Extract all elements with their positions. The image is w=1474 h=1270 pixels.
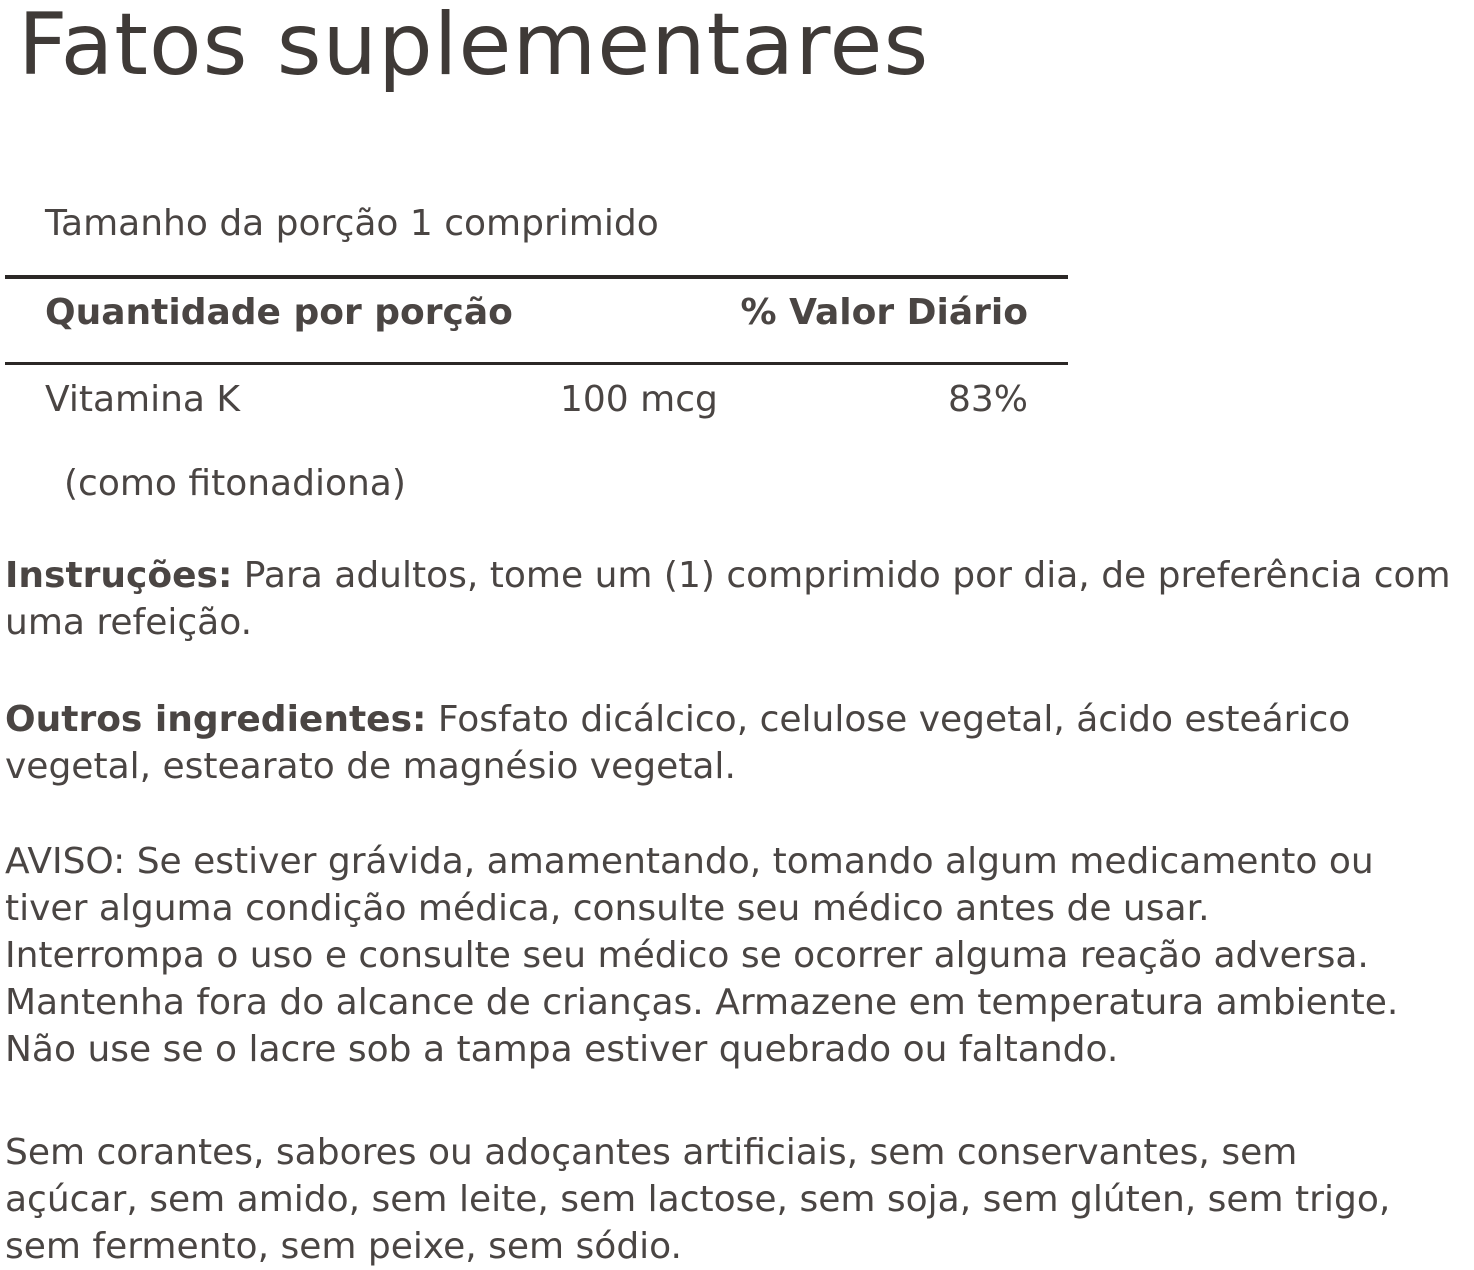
warning-line: AVISO: Se estiver grávida, amamentando, tomando algum medicamento ou [5, 841, 1374, 882]
serving-size: Tamanho da porção 1 comprimido [45, 203, 659, 244]
instructions-text: Para adultos, tome um (1) comprimido por dia, de preferência com uma refeição. [5, 555, 1451, 643]
daily-value-header: % Valor Diário [740, 292, 1028, 333]
free-from-line: sem fermento, sem peixe, sem sódio. [5, 1226, 683, 1267]
other-ingredients-label: Outros ingredientes: [5, 699, 427, 740]
table-header-divider [5, 362, 1068, 365]
warning-line: Não use se o lacre sob a tampa estiver quebrado ou faltando. [5, 1029, 1119, 1070]
instructions-label: Instruções: [5, 555, 233, 596]
table-top-divider [5, 275, 1068, 279]
other-ingredients-text: Fosfato dicálcico, celulose vegetal, ácido esteárico vegetal, estearato de magnésio vegetal. [5, 699, 1351, 787]
other-ingredients-paragraph [5, 696, 1469, 790]
nutrient-name: Vitamina K [45, 379, 241, 420]
page-title: Fatos suplementares [18, 0, 930, 95]
free-from-line: Sem corantes, sabores ou adoçantes artificiais, sem conservantes, sem [5, 1132, 1298, 1173]
amount-per-serving-header: Quantidade por porção [45, 292, 513, 333]
nutrient-daily-value: 83% [947, 379, 1028, 420]
warning-paragraph [5, 838, 1469, 1073]
warning-line: Interrompa o uso e consulte seu médico se ocorrer alguma reação adversa. [5, 935, 1369, 976]
free-from-paragraph [5, 1129, 1469, 1270]
warning-line: tiver alguma condição médica, consulte seu médico antes de usar. [5, 888, 1210, 929]
free-from-line: açúcar, sem amido, sem leite, sem lactose, sem soja, sem glúten, sem trigo, [5, 1179, 1391, 1220]
nutrient-note: (como fitonadiona) [64, 463, 406, 504]
warning-line: Mantenha fora do alcance de crianças. Armazene em temperatura ambiente. [5, 982, 1399, 1023]
instructions-paragraph [5, 552, 1469, 646]
nutrient-amount: 100 mcg [560, 379, 718, 420]
